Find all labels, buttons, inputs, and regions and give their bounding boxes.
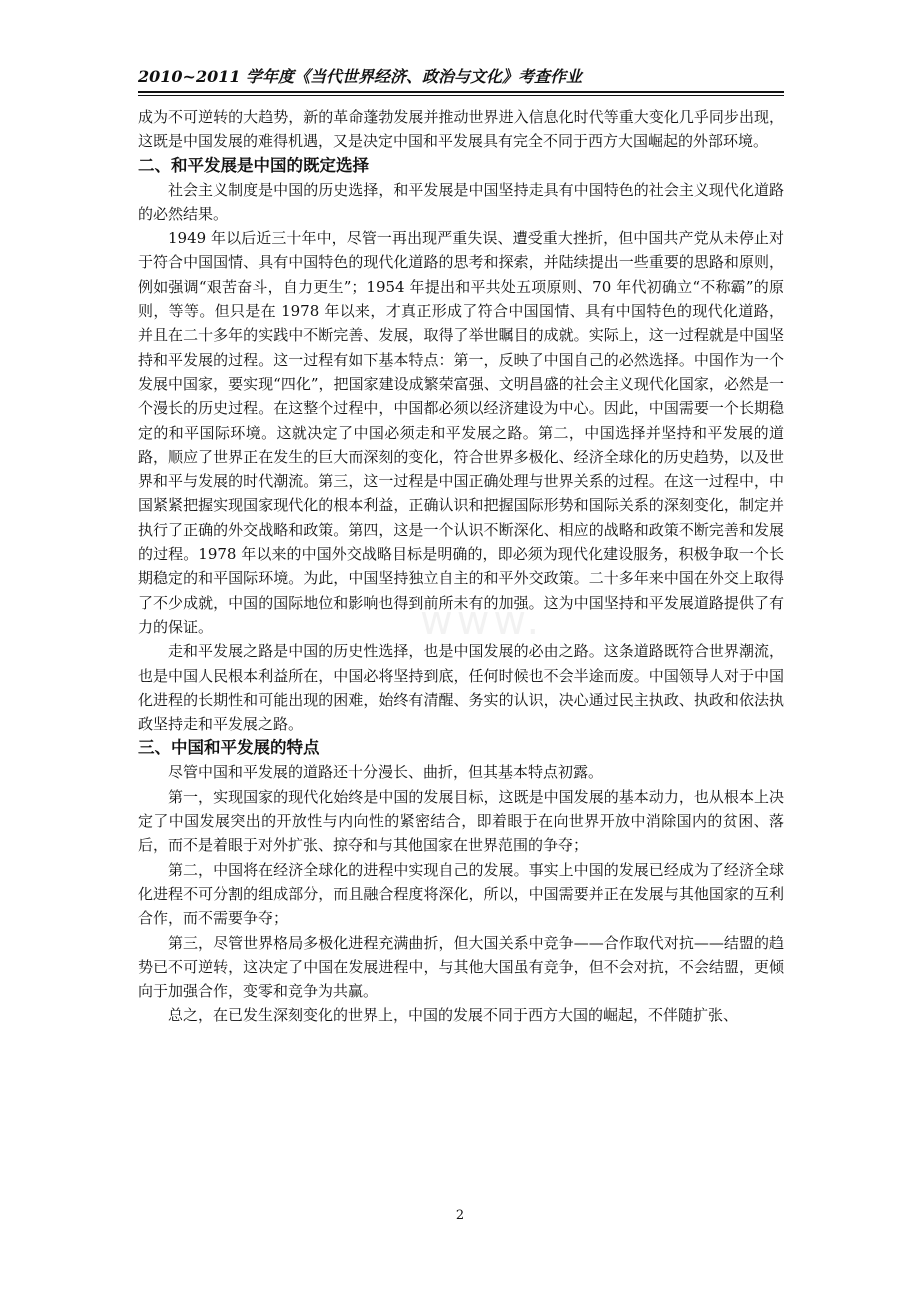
header-rule [138, 91, 784, 93]
section-3-paragraph-5: 总之，在已发生深刻变化的世界上，中国的发展不同于西方大国的崛起，不伴随扩张、 [168, 1006, 739, 1025]
page-header-title: 2010~2011 学年度《当代世界经济、政治与文化》考查作业 [138, 67, 583, 86]
section-2-paragraph-3: 走和平发展之路是中国的历史性选择，也是中国发展的必由之路。这条道路既符合世界潮流，也是中国人民根本利益所在，中国必将坚持到底，任何时候也不会半途而废。中国领导人对于中国化进程的长期性和可能出现的困难，始终有清醒、务实的认识，决心通过民主执政、执政和依法执政坚持走和平发展之路。 [138, 642, 784, 734]
document-body [138, 105, 784, 1028]
section-3-paragraph-4: 第三，尽管世界格局多极化进程充满曲折，但大国关系中竞争——合作取代对抗——结盟的趋势已不可逆转，这决定了中国在发展进程中，与其他大国虽有竞争，但不会对抗，不会结盟，更倾向于加强合作，变零和竞争为共赢。 [138, 933, 784, 1001]
section-3-paragraph-2: 第一，实现国家的现代化始终是中国的发展目标，这既是中国发展的基本动力，也从根本上决定了中国发展突出的开放性与内向性的紧密结合，即着眼于在向世界开放中消除国内的贫困、落后，而不是着眼于对外扩张、掠夺和与其他国家在世界范围的争夺； [138, 787, 784, 855]
section-2-paragraph-1: 社会主义制度是中国的历史选择，和平发展是中国坚持走具有中国特色的社会主义现代化道路的必然结果。 [138, 180, 784, 223]
section-3-heading: 三、中国和平发展的特点 [138, 738, 320, 758]
intro-paragraph: 成为不可逆转的大趋势，新的革命蓬勃发展并推动世界进入信息化时代等重大变化几乎同步出现，这既是中国发展的难得机遇，又是决定中国和平发展具有完全不同于西方大国崛起的外部环境。 [138, 108, 784, 151]
section-2-paragraph-2: 1949 年以后近三十年中，尽管一再出现严重失误、遭受重大挫折，但中国共产党从未停止对于符合中国国情、具有中国特色的现代化道路的思考和探索，并陆续提出一些重要的思路和原则，例如强调“艰苦奋斗，自力更生”；1954 年提出和平共处五项原则、70 年代初确立“不称霸”的原则，等等。但只是在 1978 年以来，才真正形成了符合中国国情、具有中国特色的现代化道路，并且在二十多年的实践中不断完善、发展，取得了举世瞩目的成就。实际上，这一过程就是中国坚持和平发展的过程。这一过程有如下基本特点：第一，反映了中国自己的必然选择。中国作为一个发展中国家，要实现“四化”，把国家建设成繁荣富强、文明昌盛的社会主义现代化国家，必然是一个漫长的历史过程。在这整个过程中，中国都必须以经济建设为中心。因此，中国需要一个长期稳定的和平国际环境。这就决定了中国必须走和平发展之路。第二，中国选择并坚持和平发展的道路，顺应了世界正在发生的巨大而深刻的变化，符合世界多极化、经济全球化的历史趋势，以及世界和平与发展的时代潮流。第三，这一过程是中国正确处理与世界关系的过程。在这一过程中，中国紧紧把握实现国家现代化的根本利益，正确认识和把握国际形势和国际关系的深刻变化，制定并执行了正确的外交战略和政策。第四，这是一个认识不断深化、相应的战略和政策不断完善和发展的过程。1978 年以来的中国外交战略目标是明确的，即必须为现代化建设服务，积极争取一个长期稳定的和平国际环境。为此，中国坚持独立自主的和平外交政策。二十多年来中国在外交上取得了不少成就，中国的国际地位和影响也得到前所未有的加强。这为中国坚持和平发展道路提供了有力的保证。 [138, 229, 784, 636]
section-2-heading: 二、和平发展是中国的既定选择 [138, 155, 369, 175]
watermark: www. [420, 598, 544, 644]
page-number: 2 [455, 1208, 465, 1223]
section-3-paragraph-1: 尽管中国和平发展的道路还十分漫长、曲折，但其基本特点初露。 [168, 763, 604, 782]
section-3-paragraph-3: 第二，中国将在经济全球化的进程中实现自己的发展。事实上中国的发展已经成为了经济全球化进程不可分割的组成部分，而且融合程度将深化，所以，中国需要并正在发展与其他国家的互利合作，而不需要争夺； [138, 860, 784, 928]
header-rule-thin [138, 95, 784, 96]
